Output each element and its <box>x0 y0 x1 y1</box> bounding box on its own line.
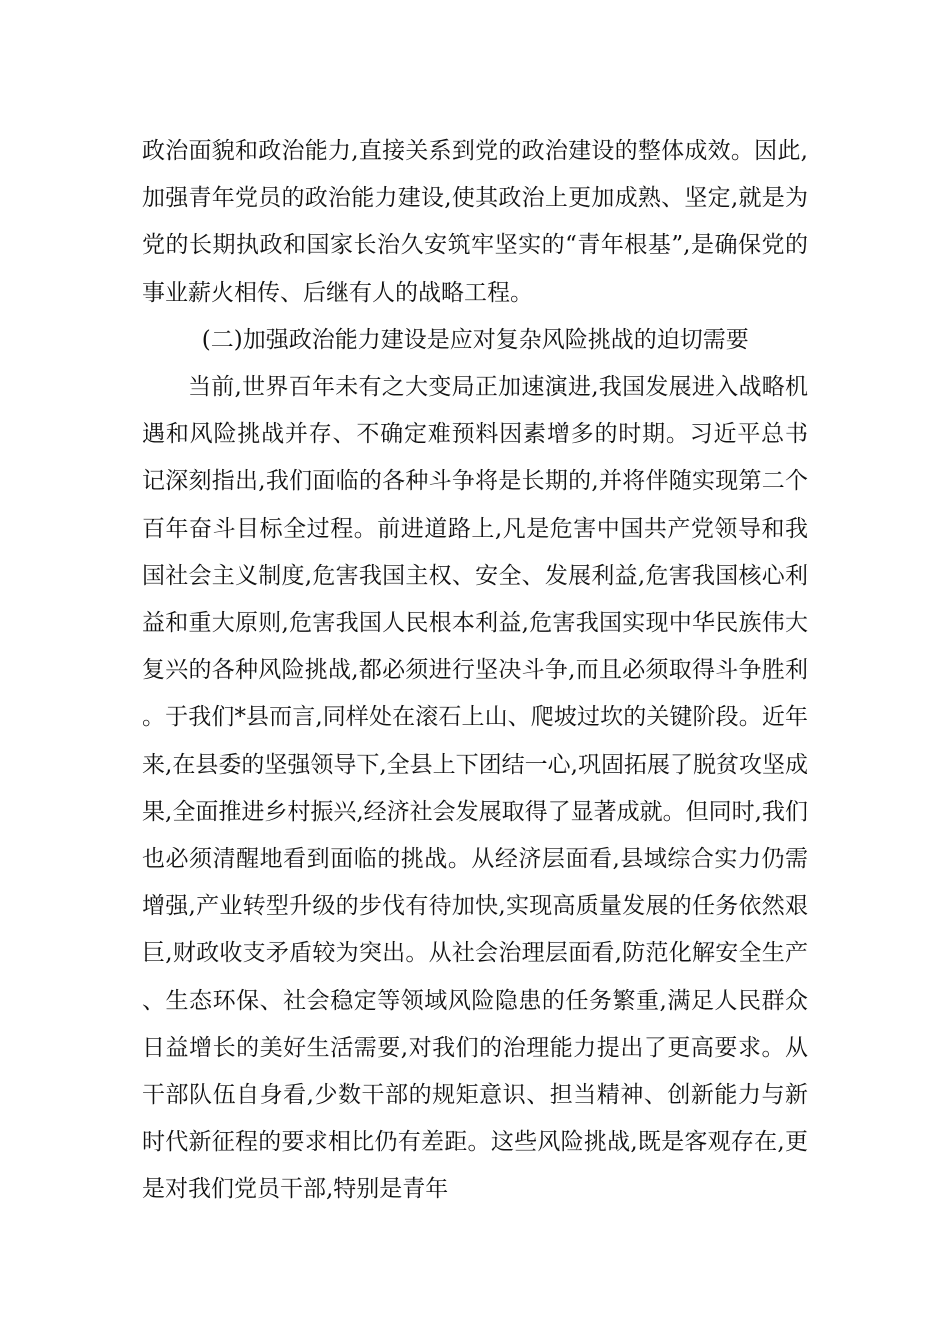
continuation-paragraph: 政治面貌和政治能力,直接关系到党的政治建设的整体成效。因此,加强青年党员的政治能力建设,使其政治上更加成熟、坚定,就是为党的长期执政和国家长治久安筑牢坚实的“青年根基”,是确保党的事业薪火相传、后继有人的战略工程。 <box>142 138 808 306</box>
section-heading: (二)加强政治能力建设是应对复杂风险挑战的迫切需要 <box>201 326 749 353</box>
document-body <box>142 128 808 1214</box>
body-paragraph: 当前,世界百年未有之大变局正加速演进,我国发展进入战略机遇和风险挑战并存、不确定难预料因素增多的时期。习近平总书记深刻指出,我们面临的各种斗争将是长期的,并将伴随实现第二个百年奋斗目标全过程。前进道路上,凡是危害中国共产党领导和我国社会主义制度,危害我国主权、安全、发展利益,危害我国核心利益和重大原则,危害我国人民根本利益,危害我国实现中华民族伟大复兴的各种风险挑战,都必须进行坚决斗争,而且必须取得斗争胜利。于我们*县而言,同样处在滚石上山、爬坡过坎的关键阶段。近年来,在县委的坚强领导下,全县上下团结一心,巩固拓展了脱贫攻坚成果,全面推进乡村振兴,经济社会发展取得了显著成就。但同时,我们也必须清醒地看到面临的挑战。从经济层面看,县域综合实力仍需增强,产业转型升级的步伐有待加快,实现高质量发展的任务依然艰巨,财政收支矛盾较为突出。从社会治理层面看,防范化解安全生产、生态环保、社会稳定等领域风险隐患的任务繁重,满足人民群众日益增长的美好生活需要,对我们的治理能力提出了更高要求。从干部队伍自身看,少数干部的规矩意识、担当精神、创新能力与新时代新征程的要求相比仍有差距。这些风险挑战,既是客观存在,更是对我们党员干部,特别是青年 <box>142 374 808 1203</box>
